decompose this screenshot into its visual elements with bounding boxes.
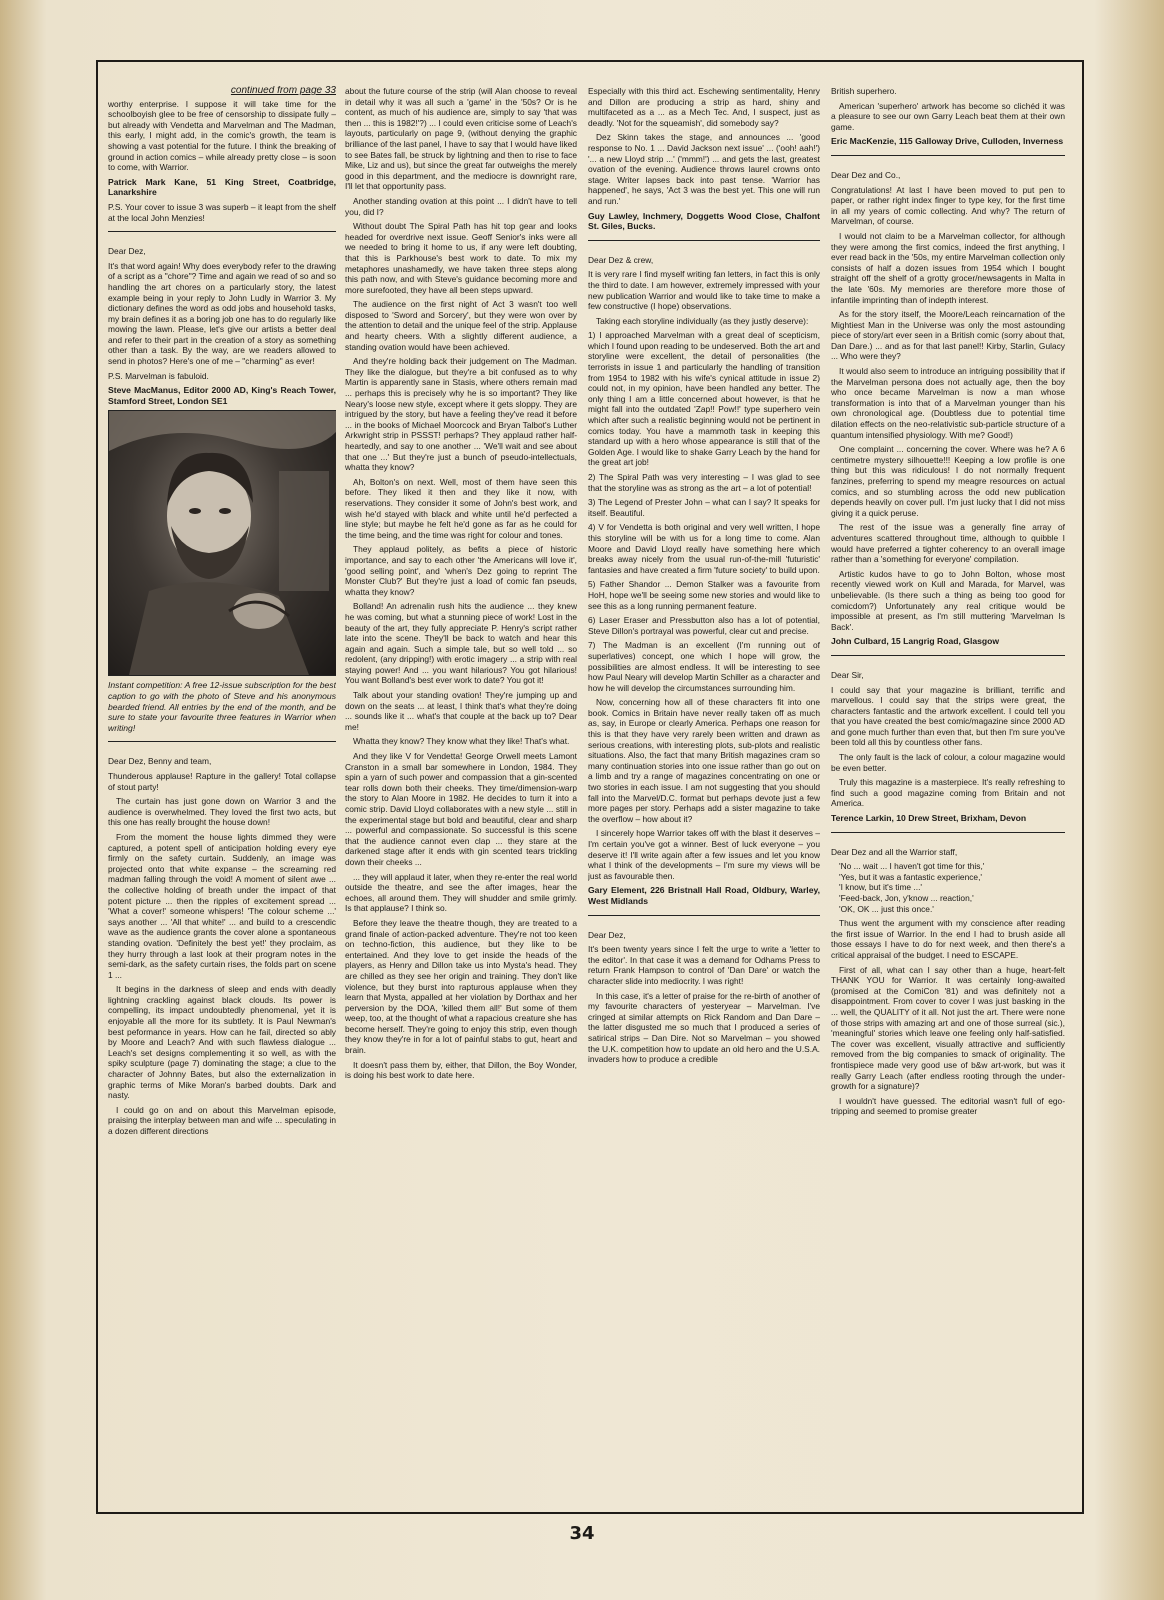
divider bbox=[588, 915, 820, 916]
letter-text: Before they leave the theatre though, they are treated to a grand finale of action-packed adventure. They're not too keen on techno-fiction, this audience, but they like to be entertained. And they love to get inside the heads of the players, as Henry and Dillon take us into Mysta's head. They are chilled as they see her origin and training. They don't like violence, but they burst into rapturous applause when they learn that Mysta, appalled at her violation by Dorthax and her perversion by the DOA, 'killed them all!' But some of them weep, too, at the thought of what a rapacious creature she has become herself. They're going to enjoy this strip, even though they know they're in for a lot of painful stabs to gut, heart and brain. bbox=[345, 917, 577, 1056]
letter-text: Thus went the argument with my conscience after reading the first issue of Warrior. In the end I had to brush aside all those essays I have to do for next week, and then there's a critical appraisal of the budget. I need to ESCAPE. bbox=[831, 918, 1065, 960]
letter-text: Now, concerning how all of these characters fit into one book. Comics in Britain have never really taken off as much as, say, in Europe or clearly America. Perhaps one reason for this is that they have very rarely been written and drawn as serious creations, with interesting plots, sub-plots and realistic situations. Also, the fact that many British magazines cram so many continuation stories into one issue rather than go out on a limb and try a range of magazines concentrating on one or two stories in each issue. I am not suggesting that you should fall into the Marvel/D.C. format but perhaps devote just a few more pages per story. Perhaps add a sister magazine to take the overflow – how about it? bbox=[588, 697, 820, 824]
salutation: Dear Dez, bbox=[588, 929, 626, 940]
letter-text: As for the story itself, the Moore/Leach reincarnation of the Mightiest Man in the Universe was only the most astounding piece of story/art ever seen in a British comic (sorry about that, Dan Dare.) ... and as for that last panel!! Kirby, Starlin, Gulacy ... Who were they? bbox=[831, 309, 1065, 362]
postscript: P.S. Your cover to issue 3 was superb – it leapt from the shelf at the local John Menzies! bbox=[108, 201, 336, 223]
divider bbox=[831, 832, 1065, 833]
letter-text: It's that word again! Why does everybody refer to the drawing of a script as a "chore"? Time and again we read of so and so handling the art chores on a particularly story, the latest example being in your reply to John Ludly in Warrior 3. My dictionary defines the word as odd jobs and household tasks, my brain defines it as a boring job one has to do regularly like mowing the lawn. Please, let's give our artists a better deal and refer to their part in the creation of a story as something other than a task. By the way, are we readers allowed to send in photos? Here's one of me – "charming" as ever! bbox=[108, 260, 336, 367]
reader-photo bbox=[108, 410, 336, 676]
letter-text: The audience on the first night of Act 3 wasn't too well disposed to 'Sword and Sorcery', but they were won over by the attention to detail and the unique feel of the strip. Applause and hearty cheers. With a slightly different audience, a standing ovation would have been achieved. bbox=[345, 299, 577, 352]
letter-text: First of all, what can I say other than a huge, heart-felt THANK YOU for Warrior. It was certainly long-awaited (promised at the ComiCon '81) and was definitely not a disappointment. From cover to cover I was just basking in the ... well, the QUALITY of it all. Not just the art. There were none of those strips with amazing art and one of those surreal (sic.), 'meaningful' stories which leave one feeling only half-satisfied. The cover was excellent, visually attractive and sufficiently removed from the big companies to smack of originality. The frontispiece made very good use of b&w art-work, but was it really Garry Leach (after endless rooting through the under-growth for a signature)? bbox=[831, 964, 1065, 1092]
letter-signature: Eric MacKenzie, 115 Galloway Drive, Culloden, Inverness bbox=[831, 136, 1064, 147]
letter-text: It is very rare I find myself writing fan letters, in fact this is only the third to date. I am however, extremely impressed with your new publication Warrior and would like to take time to make a few constructive (I hope) observations. bbox=[588, 269, 820, 312]
photo-caption: Instant competition: A free 12-issue subscription for the best caption to go with the photo of Steve and his anonymous bearded friend. All entries by the end of the month, and be sure to state your favourite three features in Warrior when writing! bbox=[108, 680, 336, 733]
dialogue-line: 'Yes, but it was a fantastic experience,' bbox=[839, 871, 983, 882]
dialogue-line: 'Feed-back, Jon, y'know ... reaction,' bbox=[839, 893, 974, 903]
letter-text: I sincerely hope Warrior takes off with the blast it deserves – I'm certain you've got a winner. Best of luck everyone – you deserve it! I'll write again after a few issues and let you know what I think of the developments – I'm sure my views will be just as favourable then. bbox=[588, 828, 820, 881]
letter-text: Dez Skinn takes the stage, and announces ... 'good response to No. 1 ... David Jackson next issue' ... ('ooh! aah!') '... a new Lloyd strip ...' ('mmm!') ... and gets the last, greatest ovation of the evening. Audience throws laurel crowns onto stage. Writer lapses back into past tense. 'Warrior has happened', he says, 'Act 3 was the best yet. This one will run and run.' bbox=[588, 132, 820, 206]
letter-text: I could say that your magazine is brilliant, terrific and marvellous. I could say that the strips were great, the characters fantastic and the artwork excellent. I could tell you that you have created the best comic/magazine since 2000 AD and gone much further than even that, but then I'm sure you've been told all this by countless other fans. bbox=[831, 684, 1065, 748]
postscript: P.S. Marvelman is fabuloid. bbox=[108, 370, 209, 381]
letter-text: American 'superhero' artwork has become so clichéd it was a pleasure to see our own Garry Leach beat them at their own game. bbox=[831, 100, 1065, 132]
letter-signature: Guy Lawley, Inchmery, Doggetts Wood Close, Chalfont St. Giles, Bucks. bbox=[588, 210, 820, 232]
list-item: 3) The Legend of Prester John – what can I say? It speaks for itself. Beautiful. bbox=[588, 497, 820, 518]
list-item: 6) Laser Eraser and Pressbutton also has a lot of potential, Steve Dillon's portrayal was powerful, clear cut and precise. bbox=[588, 615, 820, 636]
column-2 bbox=[345, 86, 577, 1506]
dialogue-line: 'I know, but it's time ...' bbox=[839, 882, 922, 893]
salutation: Dear Dez and all the Warrior staff, bbox=[831, 846, 958, 857]
letter-text: worthy enterprise. I suppose it will take time for the schoolboyish glee to be free of censorship to dissipate fully – but already with Vendetta and Marvelman and The Madman, this early, I might add, in the comic's growth, the team is showing a vast potential for the future. I think the breaking of ground in action comics – while already pretty close – is soon to come, with Warrior. bbox=[108, 98, 336, 173]
letter-text: Ah, Bolton's on next. Well, most of them have seen this before. They liked it then and they like it now, with reservations. They consider it some of John's best work, and wish he'd stayed with black and white until he'd perfected a line style; but maybe he felt he'd gone as far as he could for the time being, and the time was right for colour and tones. bbox=[345, 476, 577, 540]
letter-text: ... they will applaud it later, when they re-enter the real world outside the theatre, and see the after images, hear the echoes, all around them. They will shudder and smile grimly. Is that applause? I think so. bbox=[345, 871, 577, 914]
page-number: 34 bbox=[569, 1523, 595, 1544]
letter-text: I wouldn't have guessed. The editorial wasn't full of ego-tripping and seemed to promise greater bbox=[831, 1095, 1065, 1117]
letter-text: It would also seem to introduce an intriguing possibility that if the Marvelman persona does not actually age, then the boy who once became Marvelman is now a man whose transformation is into that of a Marvelman younger than his own chronological age. (Doubtless due to potential time dilation effects on the neo-relativistic sub-particle structure of a quantum intensified physiology. With me? Good!) bbox=[831, 366, 1065, 440]
letter-text: They applaud politely, as befits a piece of historic importance, and say to each other 'the Americans will love it', 'good selling point', and 'when's Dez going to reprint The Monster Club?' But they're just a load of comic fan pseuds, whatta they know? bbox=[345, 544, 577, 597]
letter-text: Especially with this third act. Eschewing sentimentality, Henry and Dillon are producing a strip as hard, shiny and multifaceted as a ... as a Mech Tec. And, I suspect, just as deadly. 'Not for the squeamish', did somebody say? bbox=[588, 86, 820, 128]
letter-text: It begins in the darkness of sleep and ends with deadly lightning crackling against black clouds. Its power is compelling, its impact undoubtedly phenomenal, yet it is enjoyable all the more for its subtlety. It is Paul Newman's best peformance in years. How can he fail, directed so ably by Moore and Leach? And with such flawless dialogue ... Leach's set designs complementing it so well, as with the spiky sculpture (page 7) dominating the stage; a clue to the character of Johnny Bates, but also the externalization in graphic terms of Mike Moran's barbed doubts. Dark and nasty. bbox=[108, 984, 336, 1101]
letter-text: Artistic kudos have to go to John Bolton, whose most recently viewed work on Kull and Marada, for Marvel, was unbelievable. (Is there such a thing as being too good for comicdom?) Unfortunately any real critique would be impossible at present, as I'm still muttering 'Marvelman Is Back'. bbox=[831, 568, 1065, 632]
letter-text: about the future course of the strip (will Alan choose to reveal in detail why it was all such a 'game' in the '50s? Or is he content, as much of his audience are, simply to say 'that was then ... this is 1982!'?) ... I could even criticise some of Leach's layouts, particularly on page 9, (without denying the graphic brilliance of the last panel, I have to say that I would have liked to see Bates fall, be struck by lightning and then to rise to face Mike, Liz and us), but since the great far outweighs the merely good in this department, and the mediocre is downright rare, I'll let that opportunity pass. bbox=[345, 86, 577, 192]
letter-text: Talk about your standing ovation! They're jumping up and down on the seats ... at least, I think that's what they're doing ... sounds like it ... what's that couple at the back up to? Dear me! bbox=[345, 690, 577, 732]
column-1 bbox=[108, 86, 336, 1506]
letter-text: The only fault is the lack of colour, a colour magazine would be even better. bbox=[831, 752, 1065, 773]
letter-text: And they like V for Vendetta! George Orwell meets Lamont Cranston in a small bar somewhere in London, 1984. They spin a yarn of such power and compassion that a gin-scented tear rolls down both their cheeks. They time/dimension-warp the story to Alan Moore in 1982. He decides to turn it into a comic strip. David Lloyd collaborates with a new style ... still in the experimental stage but bold and beautiful, clear and sharp ... powerful and compassionate. So successful is this scene that the audience cannot even clap ... they stare at the darkened stage after it ends with gin scented tears trickling down their cheeks ... bbox=[345, 751, 577, 867]
letter-text: British superhero. bbox=[831, 86, 897, 96]
divider bbox=[831, 655, 1065, 656]
letter-text: The rest of the issue was a generally fine array of adventures scattered throughout time, although to quibble I would have preferred a tighter coherency to an overall image rather than a 'something for everyone' compilation. bbox=[831, 522, 1065, 565]
divider bbox=[831, 155, 1065, 156]
letter-text: It's been twenty years since I felt the urge to write a 'letter to the editor'. In that case it was a demand for Odhams Press to return Frank Hampson to control of 'Dan Dare' or watch the character slide into mediocrity. I was right! bbox=[588, 944, 820, 986]
column-4 bbox=[831, 86, 1065, 1506]
letter-text: Taking each storyline individually (as they justly deserve): bbox=[596, 315, 809, 326]
list-item: 1) I approached Marvelman with a great deal of scepticism, which I found upon reading to be undeserved. Both the art and storyline were excellent, the detail of personalities (the terrorists in issue 1 and particularly the handling of transition from 1954 to 1982 with his wife's cynical attitude in issue 2) could not, in my opinion, have been handled any better. The only thing I am a little concerned about however, is that he might fall into the outdated 'Zap!! Pow!!' type superhero vein which after such a realistic beginning would not be pertinent in comics today. You have a mammoth task in keeping this standard up with a hero whose appearance is still that of the Golden Age. I would like to shake Garry Leach by the hand for the great art job! bbox=[588, 330, 820, 468]
list-item: 4) V for Vendetta is both original and very well written, I hope this storyline will be with us for a long time to come. Alan Moore and David Lloyd really have something here which breaks away nicely from the usual run-of-the-mill 'futuristic' fantasies and have created a firm 'future society' to build upon. bbox=[588, 522, 820, 575]
letter-text: Without doubt The Spiral Path has hit top gear and looks headed for overdrive next issue. Geoff Senior's inks were all we needed to bring it home to us, if any were left doubting, that this is Parkhouse's best work to date. To mix my metaphores unashamedly, we have taken three steps along this path now, and with Steve's guidance becoming more and more surefooted, they have all been steps upward. bbox=[345, 221, 577, 295]
column-3 bbox=[588, 86, 820, 1506]
divider bbox=[108, 231, 336, 232]
salutation: Dear Dez & crew, bbox=[588, 254, 654, 265]
salutation: Dear Dez and Co., bbox=[831, 169, 901, 180]
continued-note: continued from page 33 bbox=[230, 86, 336, 96]
letter-text: I would not claim to be a Marvelman collector, for although they were among the first comics, indeed the first anything, I ever read back in the '50s, my entire Marvelman collection only consists of half a dozen issues from 1954 which I bought straight off the shelf of a grotty grocer/newsagents in Malta in the late '60s. My memories are therefore more those of infantile imprinting than of indepth interest. bbox=[831, 230, 1065, 305]
letter-text: In this case, it's a letter of praise for the re-birth of another of my favourite characters of yesteryear – Marvelman. I've cringed at similar attempts on Rick Random and Dan Dare – the latter disgusted me so much that I produced a series of satirical strips – Dan Dire. Not so Marvelman – you showed the U.K. competition how to update an old hero and the U.S.A. invaders how to produce a credible bbox=[588, 990, 820, 1065]
letter-text: Congratulations! At last I have been moved to put pen to paper, or rather right index finger to type key, for the first time in all my years of comic collecting. And why? The return of Marvelman, of course. bbox=[831, 184, 1065, 227]
letter-text: And they're holding back their judgement on The Madman. They like the dialogue, but they're a bit confused as to why Martin is apparently sane in Stasis, where others remain mad ... perhaps this is precisely why he is so important? They like Neary's loose new style, except where it gets sloppy. They are intrigued by the story, but have a feeling they've read it before ... in the books of Michael Moorcock and Bryan Talbot's Luther Arkwright strip in PSSST! perhaps? They applaud rather half-heartedly, and say to one another ... 'We'll wait and see about that one ...' But they're just a bunch of pseudo-intellectuals, whatta they know? bbox=[345, 356, 577, 473]
divider bbox=[588, 240, 820, 241]
list-item: 2) The Spiral Path was very interesting – I was glad to see that the storyline was as strong as the art – a lot of potential! bbox=[588, 472, 820, 493]
letter-signature: Terence Larkin, 10 Drew Street, Brixham, Devon bbox=[831, 813, 1027, 824]
letter-text: Bolland! An adrenalin rush hits the audience ... they knew he was coming, but what a stunning piece of work! Lost in the beauty of the art, they fully appreciate P. Henry's script rather late into the scene. They'll be back to watch and hear this again and again. Such a simple tale, but so well told ... so redolent, (any dripping!) with erotic imagery ... a strip with real staying power! And ... you want hilarious? You got hilarious! You want Bolland's best ever work to date? You got it! bbox=[345, 601, 577, 686]
salutation: Dear Sir, bbox=[831, 669, 864, 680]
letter-text: Thunderous applause! Rapture in the gallery! Total collapse of stout party! bbox=[108, 771, 336, 792]
letter-text: Whatta they know? They know what they like! That's what. bbox=[353, 736, 570, 747]
letter-text: From the moment the house lights dimmed they were captured, a potent spell of anticipation holding every eye firmly on the safety curtain. Suddenly, an image was projected onto that white expanse – the screaming red madman falling through the void! A moment of silent awe ... the collective holding of breath under the impact of that potent picture ... then the ripples of excitement spread ... 'What a cover!' someone whispers! 'The colour scheme ...' says another ... 'All that white!' ... and build to a crescendic wave as the audience grants the cover alone a spontaneous standing ovation. 'Definitely the best yet!' they proclaim, as they hurry through a last look at their program notes in the semi-dark, as the safety curtain rises, the folds part on scene 1 ... bbox=[108, 831, 336, 980]
letter-text: Another standing ovation at this point ... I didn't have to tell you, did I? bbox=[345, 195, 577, 217]
list-item: 7) The Madman is an excellent (I'm running out of superlatives) concept, one which I hope will grow, the possibilities are almost endless. It will be interesting to see how Paul Neary will develop Martin Schiller as a character and how he will develop the circumstances surrounding him. bbox=[588, 640, 820, 693]
photo-illustration bbox=[109, 411, 336, 675]
salutation: Dear Dez, Benny and team, bbox=[108, 756, 212, 767]
list-item: 5) Father Shandor ... Demon Stalker was a favourite from HoH, hope we'll be seeing some new stories and would like to see this as a long running permanent feature. bbox=[588, 579, 820, 611]
letter-signature: John Culbard, 15 Langrig Road, Glasgow bbox=[831, 636, 1000, 647]
dialogue-line: 'No ... wait ... I haven't got time for this,' bbox=[839, 861, 985, 872]
salutation: Dear Dez, bbox=[108, 246, 146, 257]
letter-signature: Steve MacManus, Editor 2000 AD, King's Reach Tower, Stamford Street, London SE1 bbox=[108, 385, 336, 406]
letter-text: I could go on and on about this Marvelman episode, praising the interplay between man and wife ... speculating in a dozen different directions bbox=[108, 1104, 336, 1136]
letter-text: One complaint ... concerning the cover. Where was he? A 6 centimetre mystery silhouette!!! Keeping a low profile is one thing but this was ridiculous! I do not normally frequent fanzines, preferring to spend my meagre resources on actual comics, and so stumbling across the odd new publication depends heavily on cover pull. I'm just lucky that I did not miss giving it a quick peruse. bbox=[831, 444, 1065, 518]
letter-text: Truly this magazine is a masterpiece. It's really refreshing to find such a good magazine coming from Britain and not America. bbox=[831, 777, 1065, 809]
letter-text: The curtain has just gone down on Warrior 3 and the audience is overwhelmed. They loved the first two acts, but this one has really brought the house down! bbox=[108, 796, 336, 828]
letter-signature: Patrick Mark Kane, 51 King Street, Coatbridge, Lanarkshire bbox=[108, 176, 336, 198]
letter-text: It doesn't pass them by, either, that Dillon, the Boy Wonder, is doing his best work to date here. bbox=[345, 1059, 577, 1081]
dialogue-line: 'OK, OK ... just this once.' bbox=[839, 903, 934, 914]
divider bbox=[108, 741, 336, 742]
letter-signature: Gary Element, 226 Bristnall Hall Road, Oldbury, Warley, West Midlands bbox=[588, 885, 820, 906]
